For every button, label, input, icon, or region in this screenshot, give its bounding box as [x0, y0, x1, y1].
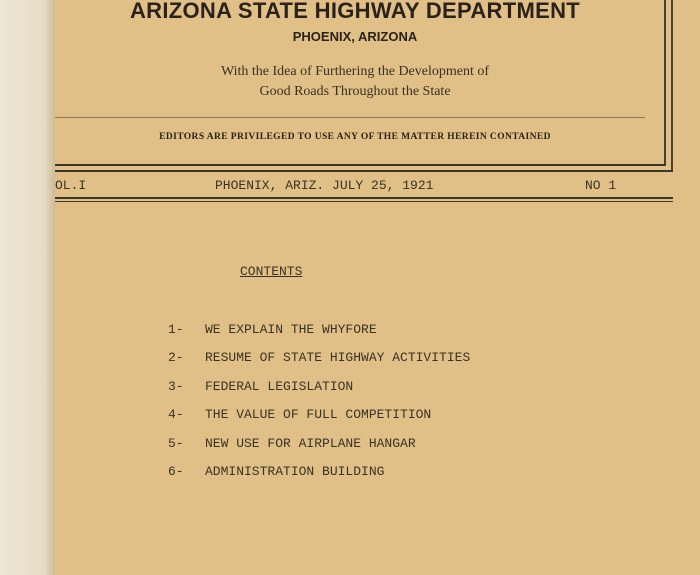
- divider: [55, 117, 645, 118]
- masthead-title: ARIZONA STATE HIGHWAY DEPARTMENT: [129, 0, 581, 23]
- adjacent-page-edge: [0, 0, 55, 575]
- volume-label: OL.I: [55, 178, 87, 193]
- item-number: 3-: [168, 379, 184, 394]
- list-item: ADMINISTRATION BUILDING: [205, 464, 385, 479]
- item-number: 6-: [168, 464, 184, 479]
- header-box-bottom: [55, 164, 666, 166]
- masthead-location: PHOENIX, ARIZONA: [292, 29, 418, 44]
- list-item: FEDERAL LEGISLATION: [205, 379, 354, 394]
- list-item: THE VALUE OF FULL COMPETITION: [205, 407, 432, 422]
- dateline-rule: [55, 197, 673, 199]
- motto-line-1: With the Idea of Furthering the Development of: [220, 64, 490, 79]
- list-item: WE EXPLAIN THE WHYFORE: [205, 322, 377, 337]
- dateline-rule-2: [55, 201, 673, 202]
- item-number: 2-: [168, 350, 184, 365]
- motto-line-2: Good Roads Throughout the State: [259, 84, 451, 99]
- header-box-border-outer: [671, 0, 673, 172]
- header-box-border: [664, 0, 666, 166]
- item-number: 5-: [168, 436, 184, 451]
- dateline: PHOENIX, ARIZ. JULY 25, 1921: [215, 178, 434, 193]
- issue-number: NO 1: [585, 178, 617, 193]
- editors-notice: EDITORS ARE PRIVILEGED TO USE ANY OF THE MATTER HEREIN CONTAINED: [159, 132, 551, 142]
- header-box-bottom-outer: [55, 170, 673, 172]
- list-item: RESUME OF STATE HIGHWAY ACTIVITIES: [205, 350, 471, 365]
- item-number: 4-: [168, 407, 184, 422]
- item-number: 1-: [168, 322, 184, 337]
- contents-heading: CONTENTS: [240, 264, 303, 279]
- list-item: NEW USE FOR AIRPLANE HANGAR: [205, 436, 416, 451]
